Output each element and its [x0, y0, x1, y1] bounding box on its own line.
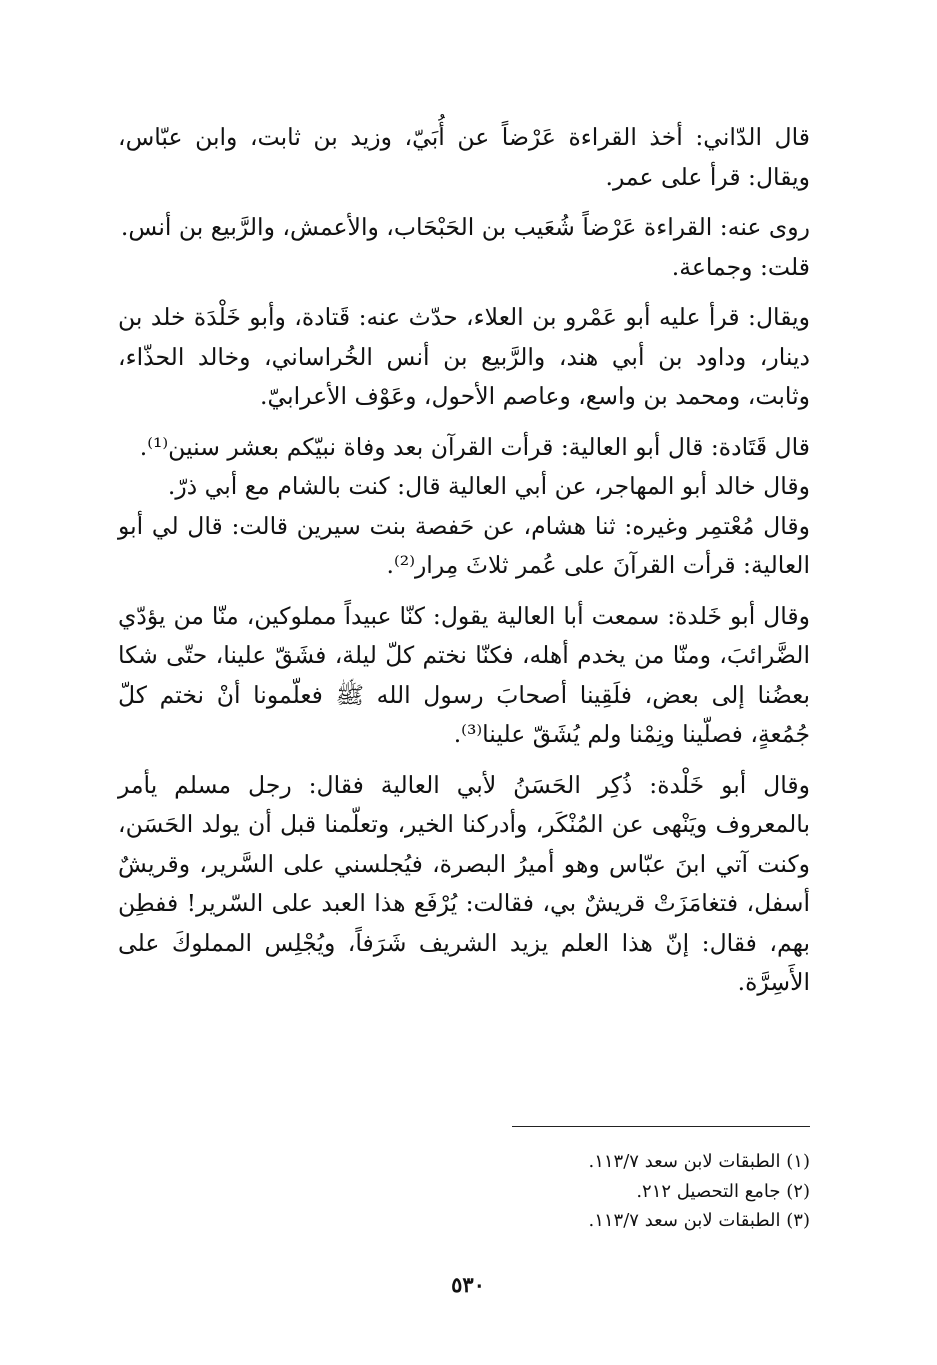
page-number: ٥٣٠ — [451, 1272, 485, 1297]
footnote-2: (٢) جامع التحصيل ٢١٢. — [636, 1180, 810, 1202]
paragraph-students: ويقال: قرأ عليه أبو عَمْرو بن العلاء، حدّث عنه: قَتادة، وأبو خَلْدَة خلد بن دينار، وداود بن أبي هند، والرَّبيع بن أنس الخُراساني، وخالد الحذّاء، وثابت، ومحمد بن واسع، وعاصم الأحول، وعَوْف الأعرابيّ. — [118, 303, 810, 410]
footnote-3: (٣) الطبقات لابن سعد ١١٣/٧. — [588, 1210, 810, 1231]
paragraph-abu-khalda: وقال أبو خَلدة: سمعت أبا العالية يقول: كنّا عبيداً مملوكين، منّا من يؤدّي الضَّرائبَ، ومنّا من يخدم أهله، فكنّا نختم كلّ ليلة، فشَقّ علينا، حتّى شكا بعضُنا إلى بعض، فلَقِينا أصحابَ رسول الله ﷺ فعلّمونا أنْ نختم كلّ جُمُعةٍ، فصلّينا ونِمْنا ولم يُشَقّ علينا⁽³⁾. — [118, 601, 810, 748]
paragraph-khalid: وقال خالد أبو المهاجر، عن أبي العالية قال: كنت بالشام مع أبي ذرّ. — [167, 472, 810, 500]
paragraph-mutamir: وقال مُعْتمِر وغيره: ثنا هشام، عن حَفصة بنت سيرين قالت: قال لي أبو العالية: قرأت القرآنَ على عُمر ثلاثَ مِرار⁽²⁾. — [118, 511, 810, 579]
paragraph-hasan: وقال أبو خَلْدة: ذُكِر الحَسَنُ لأبي العالية فقال: رجل مسلم يأمر بالمعروف ويَنْهى عن المُنْكَر، وأدركنا الخير، وتعلّمنا قبل أن يولد الحَسَن، وكنت آتي ابنَ عبّاس وهو أميرُ البصرة، فيُجلسني على السَّرير، وقريشٌ أسفل، فتغامَزَتْ قريشٌ بي، فقالت: يُرْفَع هذا العبد على السّرير! ففطِن بهم، فقال: إنّ هذا العلم يزيد الشريف شَرَفاً، ويُجْلِس المملوكَ على الأَسِرَّة. — [118, 770, 810, 996]
paragraph-note: قلت: وجماعة. — [671, 252, 810, 281]
body-text — [118, 118, 810, 1003]
paragraph-qatada: قال قَتَادة: قال أبو العالية: قرأت القرآن بعد وفاة نبيّكم بعشر سنين⁽¹⁾. — [139, 432, 810, 461]
paragraph-narrators: روى عنه: القراءة عَرْضاً شُعَيب بن الحَبْحَاب، والأعمش، والرَّبيع بن أنس. — [120, 213, 810, 241]
footnote-1: (١) الطبقات لابن سعد ١١٣/٧. — [588, 1151, 810, 1172]
footnote-divider — [512, 1126, 810, 1127]
footnotes — [430, 1147, 810, 1236]
paragraph-dani: قال الدّاني: أخذ القراءة عَرْضاً عن أُبَيّ، وزيد بن ثابت، وابن عبّاس، ويقال: قرأ على عمر. — [118, 123, 810, 191]
